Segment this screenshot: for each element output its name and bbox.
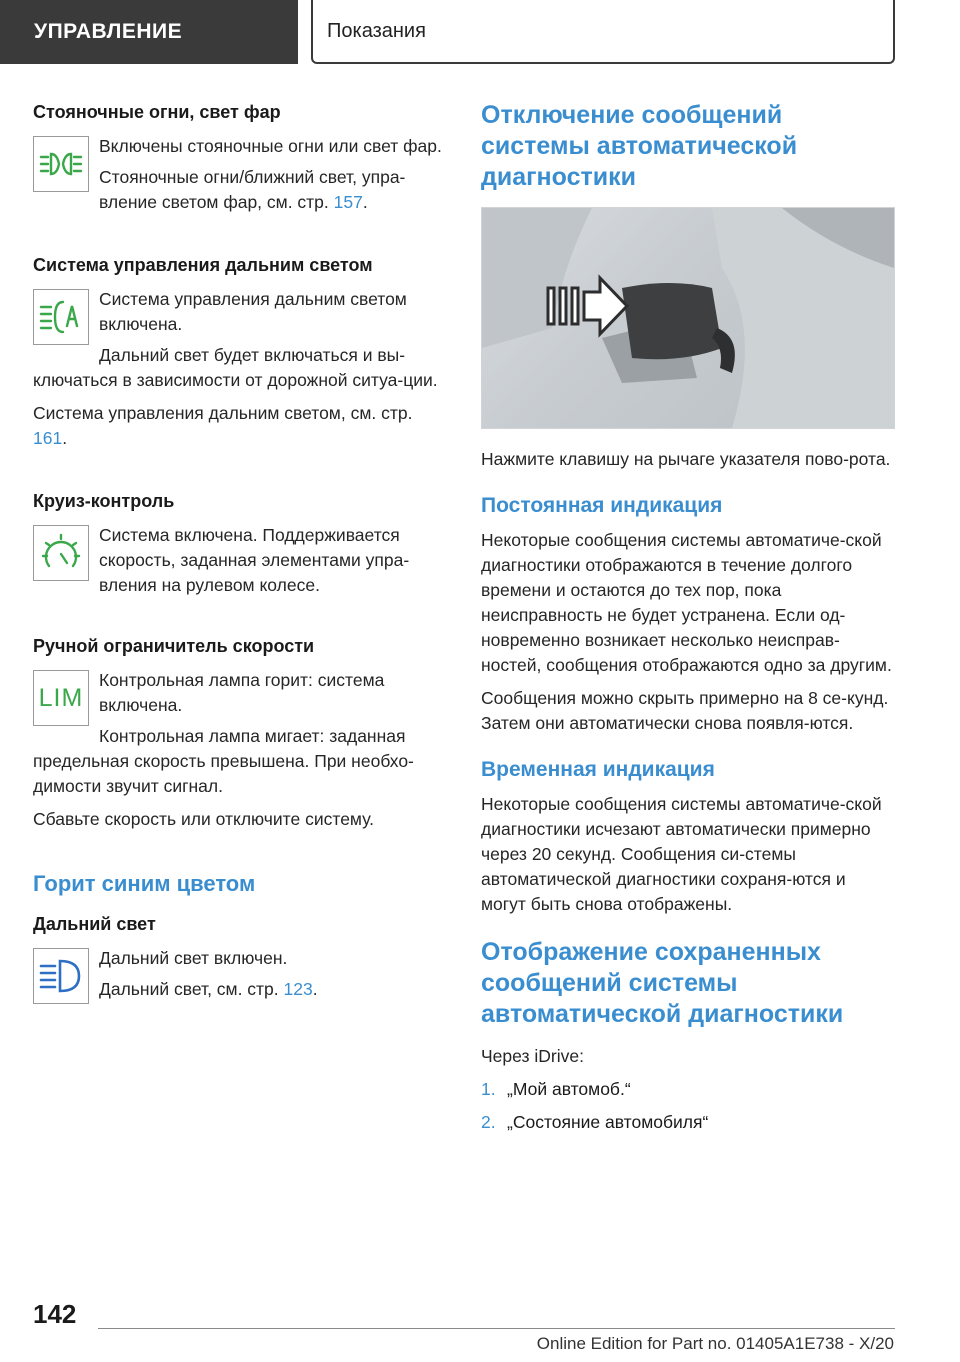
stored-messages-intro: Через iDrive: — [481, 1046, 584, 1066]
disable-messages-heading: Отключение сообщений системы автоматической диагностики — [481, 101, 798, 191]
chapter-title: УПРАВЛЕНИЕ — [34, 20, 183, 43]
speed-limiter-text3: Сбавьте скорость или отключите систему. — [33, 809, 375, 829]
photo-caption: Нажмите клавишу на рычаге указателя пово‐рота. — [481, 449, 891, 469]
temporary-display-title: Временная индикация — [481, 758, 715, 781]
edition-note: Online Edition for Part no. 01405A1E738 - X/20 — [536, 1334, 894, 1353]
page-link-157[interactable]: 157 — [333, 192, 363, 212]
high-beam-assist-text2: Дальний свет будет включаться и вы‐ключаться в зависимости от дорожной ситуа‐ции. — [33, 345, 438, 390]
parking-lights-entry — [33, 100, 445, 223]
page-link-123[interactable]: 123 — [283, 979, 313, 999]
high-beam-assist-entry — [33, 253, 445, 459]
list-item: 1. „Мой автомоб.“ — [481, 1079, 631, 1099]
speed-limiter-text1: Контрольная лампа горит: система включена. — [99, 670, 385, 715]
parking-lights-text2: Стояночные огни/ближний свет, упра‐вление светом фар, см. стр. 157. — [99, 167, 406, 212]
page-link-161[interactable]: 161 — [33, 428, 63, 448]
chapter-header — [0, 0, 298, 64]
high-beam-assist-title: Система управления дальним светом — [33, 255, 373, 275]
right-column — [481, 100, 895, 1143]
stored-messages-title: Отображение сохраненных сообщений системы автоматической диагностики — [481, 938, 844, 1028]
speed-limiter-icon — [33, 670, 89, 726]
footer-divider — [98, 1328, 895, 1329]
permanent-display-text1: Некоторые сообщения системы автоматиче‐ской диагностики отображаются в течение долгого времени и остаются до тех пор, пока неисправность не будет устранена. Если од‐новременно возникает несколько неисправ‐ностей, сообщения отображаются одно за другим. — [481, 530, 892, 675]
permanent-display-section — [481, 492, 895, 736]
speed-limiter-icon-label: LIM — [38, 683, 84, 712]
section-tab-title: Показания — [327, 19, 426, 42]
idrive-steps — [481, 1077, 895, 1135]
temporary-display-text1: Некоторые сообщения системы автоматиче‐ской диагностики исчезают автоматически примерно через 20 секунд. Сообщения си‐стемы автоматической диагностики сохраня‐ются и могут быть снова отображены. — [481, 794, 882, 914]
high-beam-assist-text3: Система управления дальним светом, см. стр. 161. — [33, 403, 413, 448]
left-column — [33, 100, 445, 1040]
high-beam-title: Дальний свет — [33, 914, 156, 934]
permanent-display-title: Постоянная индикация — [481, 494, 723, 517]
cruise-control-text1: Система включена. Поддерживается скорость, заданная элементами упра‐вления на рулевом колесе. — [99, 525, 410, 595]
parking-lights-text1: Включены стояночные огни или свет фар. — [99, 136, 442, 156]
cruise-control-icon — [33, 525, 89, 581]
high-beam-text2: Дальний свет, см. стр. 123. — [99, 979, 318, 999]
temporary-display-section — [481, 756, 895, 917]
high-beam-assist-text1: Система управления дальним светом включена. — [99, 289, 407, 334]
turn-signal-lever-photo — [481, 207, 895, 429]
parking-lights-icon — [33, 136, 89, 192]
high-beam-icon — [33, 948, 89, 1004]
list-item: 2. „Состояние автомобиля“ — [481, 1112, 709, 1132]
parking-lights-title: Стояночные огни, свет фар — [33, 102, 281, 122]
section-tab — [311, 0, 895, 64]
cruise-control-entry — [33, 489, 445, 604]
high-beam-assistant-icon — [33, 289, 89, 345]
permanent-display-text2: Сообщения можно скрыть примерно на 8 се‐кунд. Затем они автоматически снова появля‐ются. — [481, 688, 889, 733]
page-number: 142 — [33, 1299, 77, 1329]
speed-limiter-title: Ручной ограничитель скорости — [33, 636, 315, 656]
speed-limiter-text2: Контрольная лампа мигает: заданная предельная скорость превышена. При необхо‐димости звучит сигнал. — [33, 726, 414, 796]
cruise-control-title: Круиз-контроль — [33, 491, 175, 511]
high-beam-text1: Дальний свет включен. — [99, 948, 288, 968]
blue-lights-heading: Горит синим цветом — [33, 871, 256, 896]
stored-messages-section — [481, 937, 895, 1135]
speed-limiter-entry — [33, 634, 445, 840]
high-beam-entry — [33, 912, 445, 1010]
